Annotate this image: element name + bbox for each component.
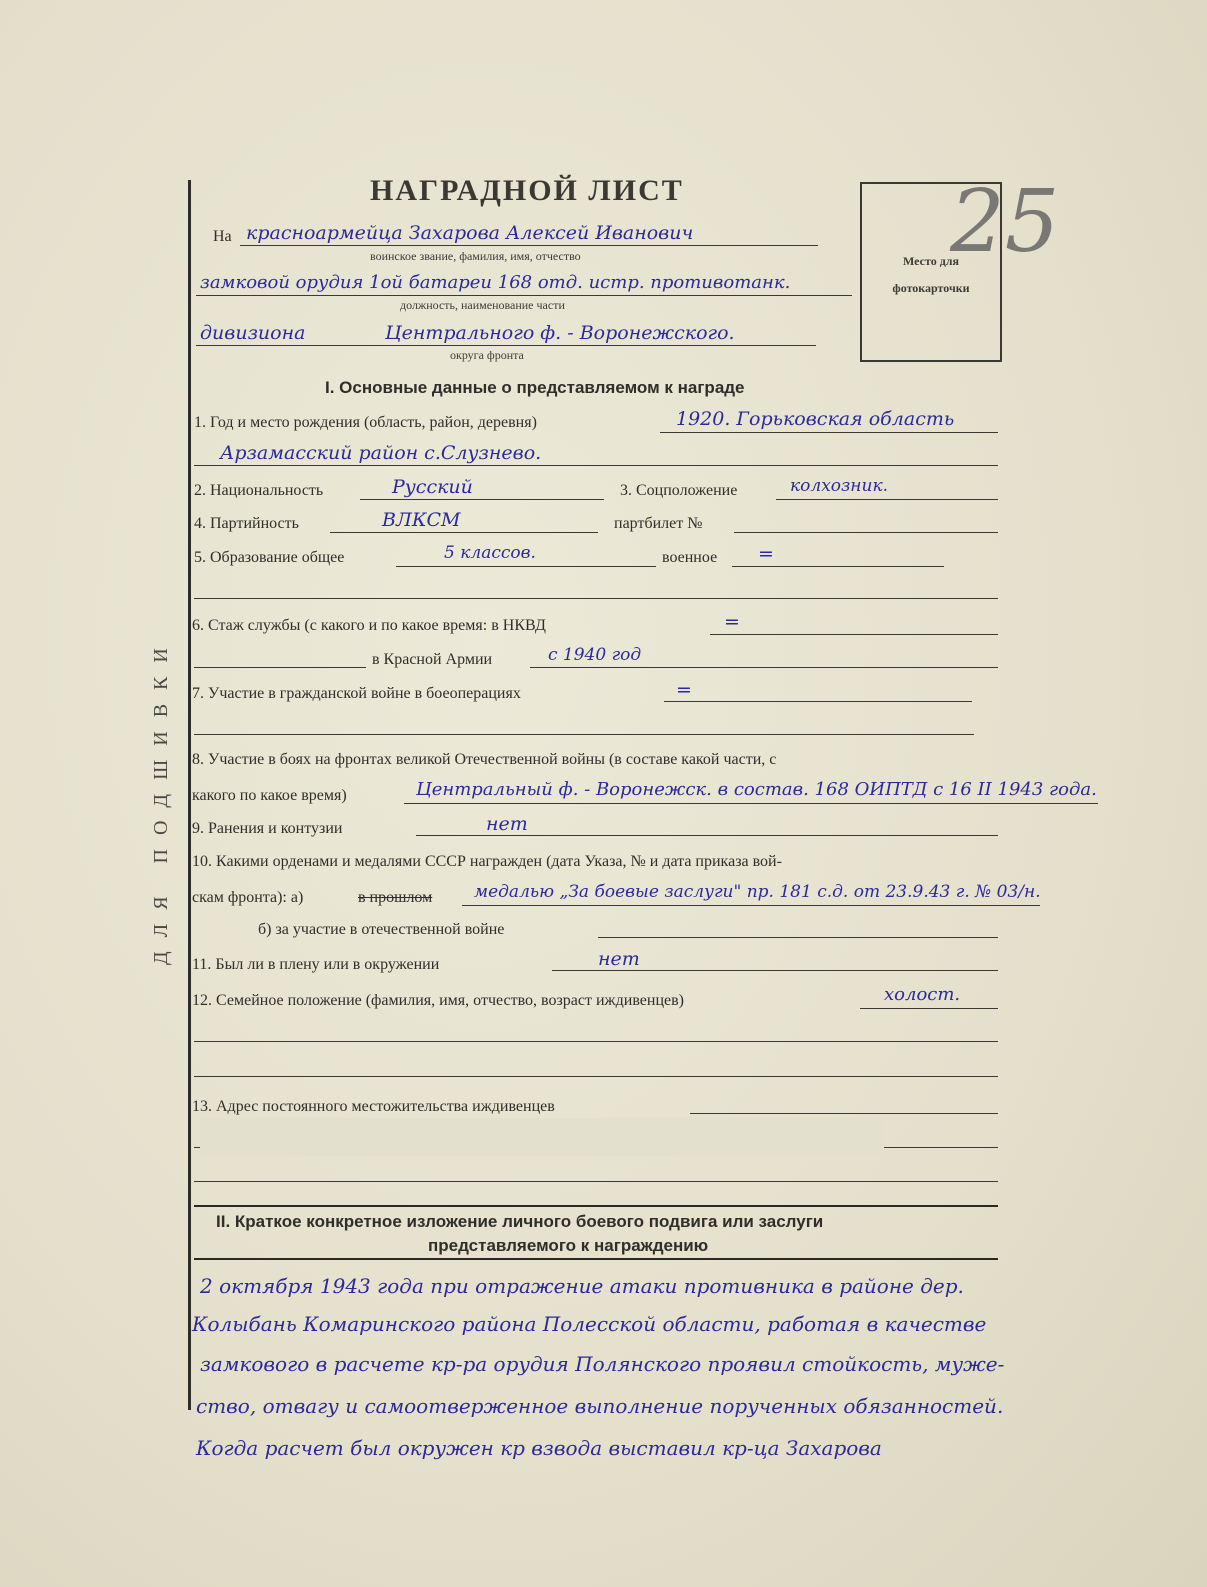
position-rule [196,295,852,296]
field5-value: 5 классов. [444,543,536,563]
field8-label2: какого по какое время) [192,787,347,804]
field11-rule [552,970,998,971]
field12-extra-rule1 [194,1041,998,1042]
field5b-label: военное [662,549,718,566]
redacted-area [200,1118,884,1156]
section2-top-rule [194,1205,998,1207]
field13-label: 13. Адрес постоянного местожительства иждивенцев [192,1098,555,1115]
section1-title: I. Основные данные о представляемом к награде [325,378,745,397]
field3-value: колхозник. [790,476,889,496]
field12-value: холост. [884,984,961,1005]
field6-rule [710,634,998,635]
field13-rule [690,1113,998,1114]
field12-label: 12. Семейное положение (фамилия, имя, отчество, возраст иждивенцев) [192,992,684,1009]
field7-value: = [676,679,692,701]
field6-label: 6. Стаж службы (с какого и по какое время: в НКВД [192,617,546,634]
field1-rule [660,432,998,433]
binding-label: ДЛЯ ПОДШИВКИ [150,634,172,966]
field1-value: 1920. Горьковская область [676,408,955,430]
field6b-value: с 1940 год [548,645,642,665]
section2-title-line1: II. Краткое конкретное изложение личного боевого подвига или заслуги [216,1212,824,1231]
front-rule [196,345,816,346]
field2-rule [360,499,604,500]
field1-label: 1. Год и место рождения (область, район, деревня) [194,414,537,431]
front-text: Центрального ф. - Воронежского. [385,322,735,344]
field4-value: ВЛКСМ [382,509,461,531]
field12-rule [860,1008,998,1009]
field9-rule [416,835,998,836]
handwritten-number: 25 [950,172,1060,272]
field4b-label: партбилет № [614,515,703,532]
caption-position: должность, наименование части [400,298,565,312]
field12-extra-rule2 [194,1076,998,1077]
field13-extra-rule2 [194,1181,998,1182]
field5-label: 5. Образование общее [194,549,345,566]
document-title: НАГРАДНОЙ ЛИСТ [370,174,684,207]
field7-label: 7. Участие в гражданской войне в боеоперациях [192,685,521,702]
recipient-name: красноармейца Захарова Алексей Иванович [246,222,694,244]
field5-extra-rule [194,598,998,599]
field11-label: 11. Был ли в плену или в окружении [192,956,440,973]
field1-value2: Арзамасский район с.Слузнево. [220,442,542,464]
caption-front: округа фронта [450,348,524,362]
field8-rule [404,803,1098,804]
field4-rule [330,532,598,533]
field5b-rule [732,566,944,567]
position-text: замковой орудия 1ой батареи 168 отд. истр. противотанк. [200,272,791,293]
field6b-label: в Красной Армии [372,651,493,668]
field4b-rule [734,532,998,533]
field9-value: нет [486,813,528,835]
field7-extra-rule [194,734,974,735]
section2-title-line2: представляемого к награждению [428,1236,709,1255]
field3-rule [776,499,998,500]
field3-label: 3. Соцположение [620,482,738,499]
field10-value: медалью „За боевые заслуги" пр. 181 с.д. от 23.9.43 г. № 03/н. [474,882,1041,902]
field2-label: 2. Национальность [194,482,324,499]
section2-bottom-rule [194,1258,998,1260]
field7-rule [664,701,972,702]
narrative-line: Колыбань Комаринского района Полесской области, работая в качестве [192,1312,987,1336]
caption-rank-name: воинское звание, фамилия, имя, отчество [370,249,581,263]
header-prefix: На [213,228,232,245]
narrative-line: Когда расчет был окружен кр взвода выставил кр-ца Захарова [196,1436,882,1460]
field10-struck: в прошлом [358,889,433,906]
field5b-value: = [758,543,774,565]
field1-rule2 [194,465,998,466]
field8-value: Центральный ф. - Воронежск. в состав. 168 ОИПТД с 16 II 1943 года. [416,779,1097,800]
recipient-rule [240,245,818,246]
photo-box-line1: Место для [903,254,959,268]
field10-rule [462,905,1040,906]
field11-value: нет [598,948,640,970]
field10-label: 10. Какими орденами и медалями СССР награжден (дата Указа, № и дата приказа вой- [192,853,782,870]
photo-box-line2: фотокарточки [892,281,970,295]
field6-value: = [724,611,740,633]
field10b-rule [598,937,998,938]
field9-label: 9. Ранения и контузии [192,820,343,837]
field4-label: 4. Партийность [194,515,299,532]
field6b-rule [530,667,998,668]
narrative-line: 2 октября 1943 года при отражение атаки противника в районе дер. [200,1274,964,1298]
narrative-line: замкового в расчете кр-ра орудия Полянского проявил стойкость, муже- [200,1352,1005,1376]
field10b-label: б) за участие в отечественной войне [258,921,505,938]
field5-rule [396,566,656,567]
field6b-leading-rule [194,667,366,668]
field2-value: Русский [392,476,473,498]
field10-label2: скам фронта): а) [192,889,304,906]
narrative-line: ство, отвагу и самоотверженное выполнение порученных обязанностей. [196,1394,1004,1418]
field8-label: 8. Участие в боях на фронтах великой Отечественной войны (в составе какой части, с [192,751,777,768]
unit-text: дивизиона [200,322,306,344]
